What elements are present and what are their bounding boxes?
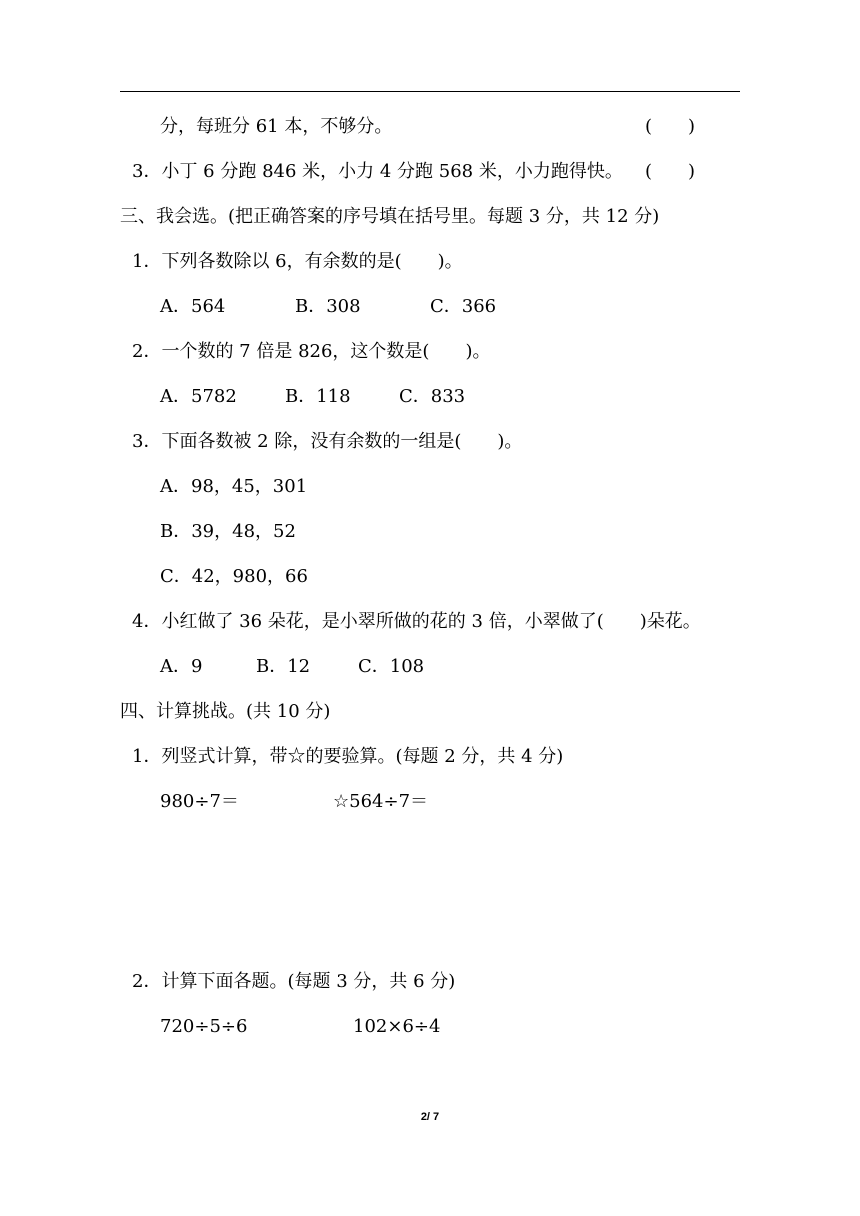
judge-item-3: 3．小丁 6 分跑 846 米，小力 4 分跑 568 米，小力跑得快。	[132, 161, 623, 182]
option-b[interactable]: B．118	[285, 386, 351, 407]
option-b[interactable]: B．308	[295, 296, 361, 317]
option-a[interactable]: A．5782	[160, 386, 237, 407]
option-a[interactable]: A．564	[160, 296, 226, 317]
option-b[interactable]: B．12	[256, 656, 311, 677]
option-b[interactable]: B．39，48，52	[160, 521, 296, 542]
option-c[interactable]: C．42，980，66	[160, 566, 308, 587]
header-rule	[120, 91, 740, 92]
option-c[interactable]: C．833	[399, 386, 466, 407]
calc-part-2: 2．计算下面各题。(每题 3 分，共 6 分)	[132, 971, 456, 992]
calc-item: 102×6÷4	[353, 1016, 441, 1037]
section-4-heading: 四、计算挑战。(共 10 分)	[120, 701, 331, 722]
calc-item-starred: ☆564÷7＝	[333, 791, 429, 812]
choice-question-4: 4．小红做了 36 朵花，是小翠所做的花的 3 倍，小翠做了( )朵花。	[132, 611, 701, 632]
choice-question-3: 3．下面各数被 2 除，没有余数的一组是( )。	[132, 431, 523, 452]
choice-question-2: 2．一个数的 7 倍是 826，这个数是( )。	[132, 341, 491, 362]
calc-item: 720÷5÷6	[160, 1016, 248, 1037]
continuation-line: 分，每班分 61 本，不够分。	[160, 116, 393, 137]
section-3-heading: 三、我会选。(把正确答案的序号填在括号里。每题 3 分，共 12 分)	[120, 206, 660, 227]
option-c[interactable]: C．108	[358, 656, 425, 677]
choice-question-1: 1．下列各数除以 6，有余数的是( )。	[132, 251, 463, 272]
calc-item: 980÷7＝	[160, 791, 239, 812]
answer-bracket[interactable]: ( )	[645, 161, 696, 182]
option-a[interactable]: A．9	[160, 656, 203, 677]
option-a[interactable]: A．98，45，301	[160, 476, 308, 497]
option-c[interactable]: C．366	[430, 296, 497, 317]
calc-part-1: 1．列竖式计算，带☆的要验算。(每题 2 分，共 4 分)	[132, 746, 564, 767]
page-number: 2/ 7	[420, 1111, 440, 1123]
answer-bracket[interactable]: ( )	[645, 116, 696, 137]
